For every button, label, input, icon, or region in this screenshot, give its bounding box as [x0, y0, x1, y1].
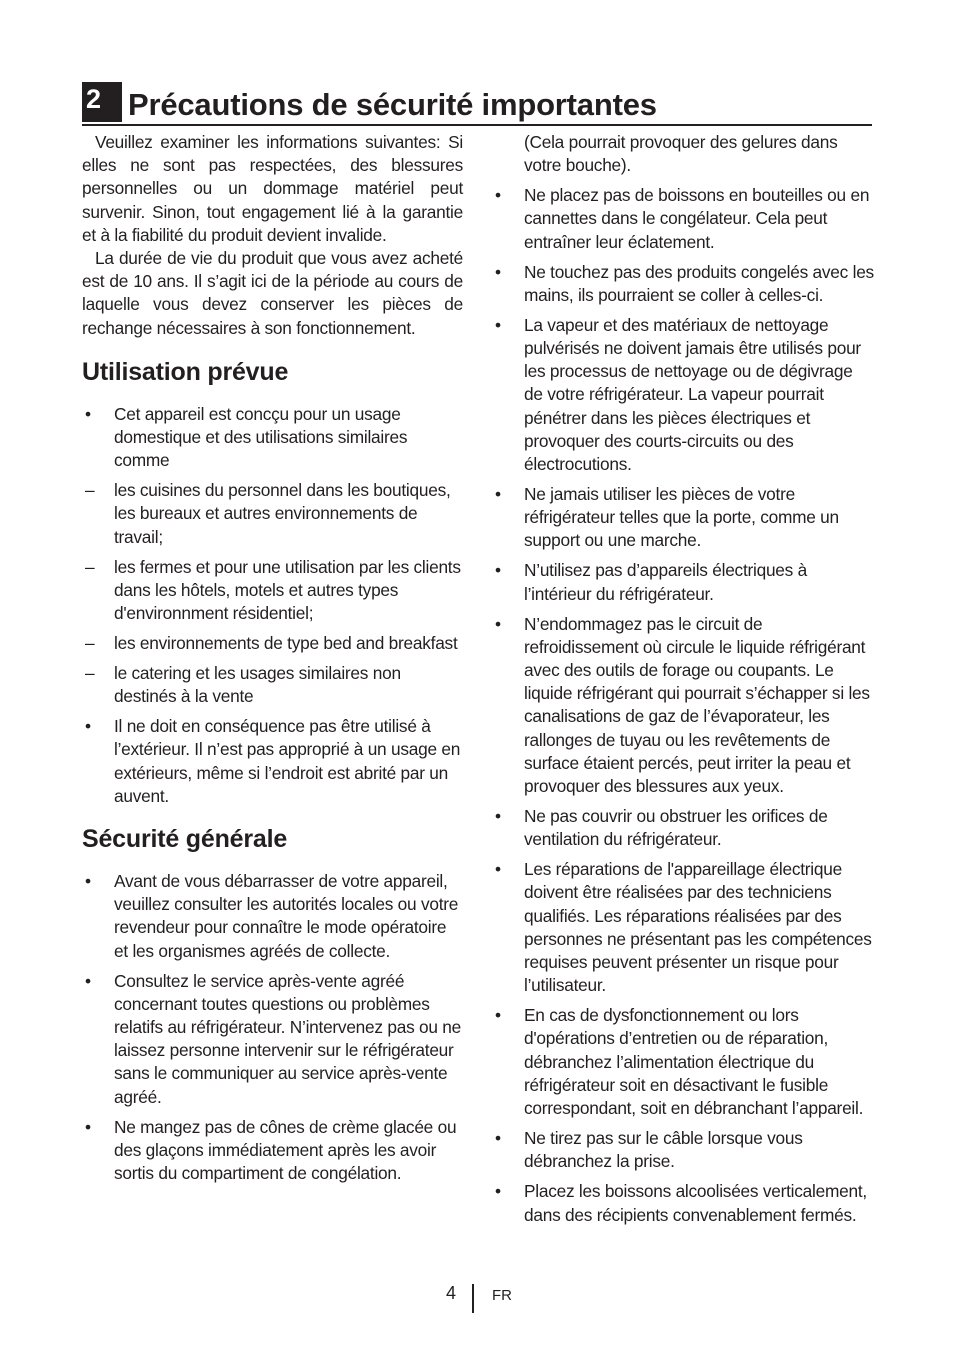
bullet-marker: •: [495, 613, 501, 634]
bullet-marker: •: [495, 1181, 501, 1202]
list-item: [82, 632, 463, 655]
bullet-marker: •: [85, 403, 91, 424]
list-item: [82, 1116, 463, 1186]
list-item: [492, 1180, 874, 1226]
list-item: [82, 556, 463, 626]
list-item: [492, 314, 874, 476]
list-item: [82, 403, 463, 473]
bullet-marker: •: [495, 1005, 501, 1026]
left-column: [82, 131, 463, 1192]
list-item-text: Cet appareil est concçu pour un usage domestique et des utilisations similaires comme: [114, 403, 408, 471]
securite-list: [82, 870, 463, 1185]
section-header: [82, 82, 872, 126]
list-item: [82, 479, 463, 549]
list-item-text: les cuisines du personnel dans les boutiques, les bureaux et autres environnements de travail;: [114, 480, 451, 547]
continuation-text: (Cela pourrait provoquer des gelures dans votre bouche).: [524, 132, 838, 176]
list-item: [492, 613, 874, 799]
list-item-text: Ne pas couvrir ou obstruer les orifices de ventilation du réfrigérateur.: [524, 806, 828, 850]
bullet-marker: •: [85, 716, 91, 737]
list-item: [492, 483, 874, 553]
list-item: [492, 184, 874, 254]
list-item-text: le catering et les usages similaires non destinés à la vente: [114, 663, 401, 707]
list-item-text: Avant de vous débarrasser de votre appareil, veuillez consulter les autorités locales ou votre revendeur pour connaître le mode opératoire et les organismes agréés de collecte.: [114, 871, 459, 961]
bullet-marker: •: [495, 185, 501, 206]
list-item-text: les environnements de type bed and breakfast: [114, 633, 458, 654]
dash-marker: –: [85, 663, 95, 684]
right-list: [492, 184, 874, 1227]
bullet-marker: •: [85, 970, 91, 991]
heading-utilisation: Utilisation prévue: [82, 357, 289, 386]
language-code: FR: [492, 1287, 512, 1304]
dash-marker: –: [85, 633, 95, 654]
bullet-marker: •: [495, 314, 501, 335]
list-item-text: Consultez le service après-vente agréé concernant toutes questions ou problèmes relatifs au réfrigérateur. N’intervenez pas ou ne laissez personne intervenir sur le réfrigérateur sans le communiquer au service après-vente agréé.: [114, 970, 462, 1107]
list-item-text: Ne tirez pas sur le câble lorsque vous débranchez la prise.: [524, 1128, 803, 1172]
right-column: [492, 131, 874, 1234]
list-item-text: les fermes et pour une utilisation par les clients dans les hôtels, motels et autres types d'environnment résidentiel;: [114, 556, 461, 624]
list-item: [82, 662, 463, 708]
list-item: [492, 858, 874, 997]
list-item-text: Ne touchez pas des produits congelés avec les mains, ils pourraient se coller à celles-ci.: [524, 261, 874, 305]
list-item: [82, 970, 463, 1109]
intro-paragraph: Veuillez examiner les informations suivantes: Si elles ne sont pas respectées, des blessures personnelles ou un dommage matériel peut survenir. Sinon, tout engagement lié à la garantie et à la fiabilité du produit devient invalide.: [82, 132, 463, 245]
section-number: 2: [82, 82, 122, 122]
page-number: 4: [446, 1283, 457, 1303]
list-item-text: N’utilisez pas d’appareils électriques à l’intérieur du réfrigérateur.: [524, 560, 807, 604]
list-item: [492, 805, 874, 851]
bullet-marker: •: [495, 484, 501, 505]
list-item: [82, 870, 463, 963]
list-item: [492, 559, 874, 605]
list-item-text: N’endommagez pas le circuit de refroidissement où circule le liquide réfrigérant avec des outils de forage ou coupants. Le liquide réfrigérant qui pourrait s’échapper si les canalisations de gaz de l’évaporateur, les rallonges de tuyau ou les revêtements de surface étaient percés, peut irriter la peau et provoquer des blessures aux yeux.: [524, 613, 870, 797]
list-item: [492, 261, 874, 307]
list-item: [82, 715, 463, 808]
dash-marker: –: [85, 480, 95, 501]
dash-marker: –: [85, 556, 95, 577]
bullet-marker: •: [495, 806, 501, 827]
list-item-text: La vapeur et des matériaux de nettoyage pulvérisés ne doivent jamais être utilisés pour les processus de nettoyage ou de dégivrage de votre réfrigérateur. La vapeur pourrait pénétrer dans les pièces électriques et provoquer des courts-circuits ou des électrocutions.: [524, 314, 861, 475]
list-item-text: En cas de dysfonctionnement ou lors d'opérations d’entretien ou de réparation, débranchez l’alimentation électrique du réfrigérateur soit en désactivant le fusible correspondant, soit en débranchant l’appareil.: [524, 1005, 864, 1119]
list-item-text: Ne jamais utiliser les pièces de votre réfrigérateur telles que la porte, comme un support ou une marche.: [524, 484, 839, 551]
list-item-text: Placez les boissons alcoolisées verticalement, dans des récipients convenablement fermés.: [524, 1181, 867, 1225]
bullet-marker: •: [85, 1116, 91, 1137]
list-item-text: Ne mangez pas de cônes de crème glacée ou des glaçons immédiatement après les avoir sortis du compartiment de congélation.: [114, 1116, 457, 1184]
intro-paragraph: La durée de vie du produit que vous avez acheté est de 10 ans. Il s’agit ici de la période au cours de laquelle vous devez conserver les pièces de rechange nécessaires à son fonctionnement.: [82, 248, 463, 338]
bullet-marker: •: [495, 261, 501, 282]
utilisation-list: [82, 403, 463, 808]
page-title: Précautions de sécurité importantes: [128, 87, 657, 122]
heading-securite: Sécurité générale: [82, 825, 288, 854]
bullet-marker: •: [495, 859, 501, 880]
list-item: [492, 1127, 874, 1173]
bullet-marker: •: [495, 560, 501, 581]
list-item-text: Ne placez pas de boissons en bouteilles ou en cannettes dans le congélateur. Cela peut entraîner leur éclatement.: [524, 185, 870, 252]
list-item: [492, 1004, 874, 1120]
list-item-text: Les réparations de l'appareillage électrique doivent être réalisées par des techniciens qualifiés. Les réparations réalisées par des personnes ne présentant pas les compétences requises peuvent présenter un risque pour l’utilisateur.: [524, 859, 872, 996]
list-item-text: Il ne doit en conséquence pas être utilisé à l’extérieur. Il n’est pas approprié à un usage en extérieurs, même si l’endroit est abrité par un auvent.: [114, 716, 461, 806]
footer-divider: [472, 1284, 474, 1313]
bullet-marker: •: [495, 1128, 501, 1149]
bullet-marker: •: [85, 871, 91, 892]
